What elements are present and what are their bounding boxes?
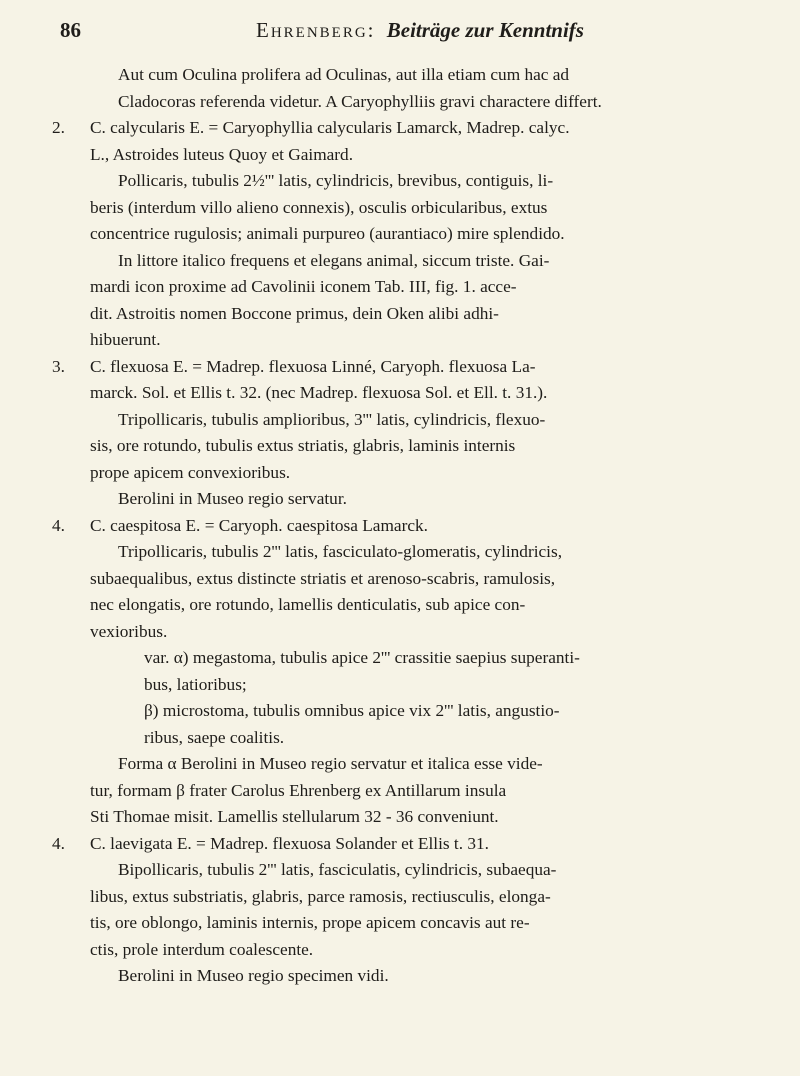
entry-line (52, 354, 750, 381)
running-title (256, 18, 584, 43)
text-line: C. calycularis E. = Caryophyllia calycularis Lamarck, Madrep. calyc. (90, 118, 570, 137)
entry-number: 4. (52, 833, 65, 853)
text-line: bus, latioribus; (144, 674, 247, 694)
text-line: ctis, prole interdum coalescente. (90, 939, 314, 959)
text-line: Cladocoras referenda videtur. A Caryophylliis gravi charactere differt. (118, 91, 602, 111)
text-line: Tripollicaris, tubulis 2''' latis, fasciculato-glomeratis, cylindricis, (118, 542, 563, 561)
text-line: C. caespitosa E. = Caryoph. caespitosa Lamarck. (90, 515, 428, 535)
text-line: Tripollicaris, tubulis amplioribus, 3''' latis, cylindricis, flexuo- (118, 409, 546, 429)
entry-line (52, 831, 750, 858)
text-line: Aut cum Oculina prolifera ad Oculinas, aut illa etiam cum hac ad (118, 65, 570, 84)
entry-line (52, 115, 750, 142)
entry-number: 4. (52, 515, 65, 535)
text-line: hibuerunt. (90, 330, 161, 349)
text-line: Berolini in Museo regio specimen vidi. (118, 966, 389, 985)
text-line: C. laevigata E. = Madrep. flexuosa Solander et Ellis t. 31. (90, 833, 489, 853)
page-number: 86 (60, 18, 81, 42)
text-line: subaequalibus, extus distincte striatis et arenoso-scabris, ramulosis, (90, 568, 556, 588)
text-line: tur, formam β frater Carolus Ehrenberg ex Antillarum insula (90, 780, 507, 800)
text-line: vexioribus. (90, 621, 168, 641)
text-line: Sti Thomae misit. Lamellis stellularum 32 - 36 conveniunt. (90, 807, 499, 826)
entry-line (52, 513, 750, 540)
text-line: In littore italico frequens et elegans animal, siccum triste. Gai- (118, 250, 550, 270)
text-line: Pollicaris, tubulis 2½''' latis, cylindricis, brevibus, contiguis, li- (118, 171, 554, 190)
text-line: ribus, saepe coalitis. (144, 727, 285, 747)
text-line: β) microstoma, tubulis omnibus apice vix 2''' latis, angustio- (144, 701, 560, 720)
text-line: Berolini in Museo regio servatur. (118, 489, 347, 508)
text-line: libus, extus substriatis, glabris, parce ramosis, rectiusculis, elonga- (90, 886, 551, 906)
text-line: mardi icon proxime ad Cavolinii iconem Tab. III, fig. 1. acce- (90, 277, 517, 296)
page-body (52, 62, 750, 990)
entry-number: 3. (52, 356, 65, 376)
entry-number: 2. (52, 118, 65, 137)
running-header (60, 18, 740, 48)
text-line: nec elongatis, ore rotundo, lamellis denticulatis, sub apice con- (90, 595, 526, 614)
text-line: tis, ore oblongo, laminis internis, prope apicem concavis aut re- (90, 913, 530, 932)
text-line: beris (interdum villo alieno connexis), osculis orbicularibus, extus (90, 197, 548, 217)
text-line: sis, ore rotundo, tubulis extus striatis, glabris, laminis internis (90, 436, 516, 455)
text-line: prope apicem convexioribus. (90, 462, 291, 482)
text-line: dit. Astroitis nomen Boccone primus, dein Oken alibi adhi- (90, 303, 499, 323)
text-line: C. flexuosa E. = Madrep. flexuosa Linné, Caryoph. flexuosa La- (90, 356, 536, 376)
text-line: Bipollicaris, tubulis 2''' latis, fasciculatis, cylindricis, subaequa- (118, 860, 557, 879)
text-line: marck. Sol. et Ellis t. 32. (nec Madrep. flexuosa Sol. et Ell. t. 31.). (90, 383, 548, 402)
header-author: Ehrenberg: (256, 18, 376, 42)
text-line: var. α) megastoma, tubulis apice 2''' crassitie saepius superanti- (144, 648, 580, 667)
text-line: L., Astroides luteus Quoy et Gaimard. (90, 144, 354, 164)
text-line: Forma α Berolini in Museo regio servatur et italica esse vide- (118, 754, 543, 773)
text-line: concentrice rugulosis; animali purpureo (aurantiaco) mire splendido. (90, 224, 565, 243)
header-work-title: Beiträge zur Kenntnifs (386, 18, 584, 42)
